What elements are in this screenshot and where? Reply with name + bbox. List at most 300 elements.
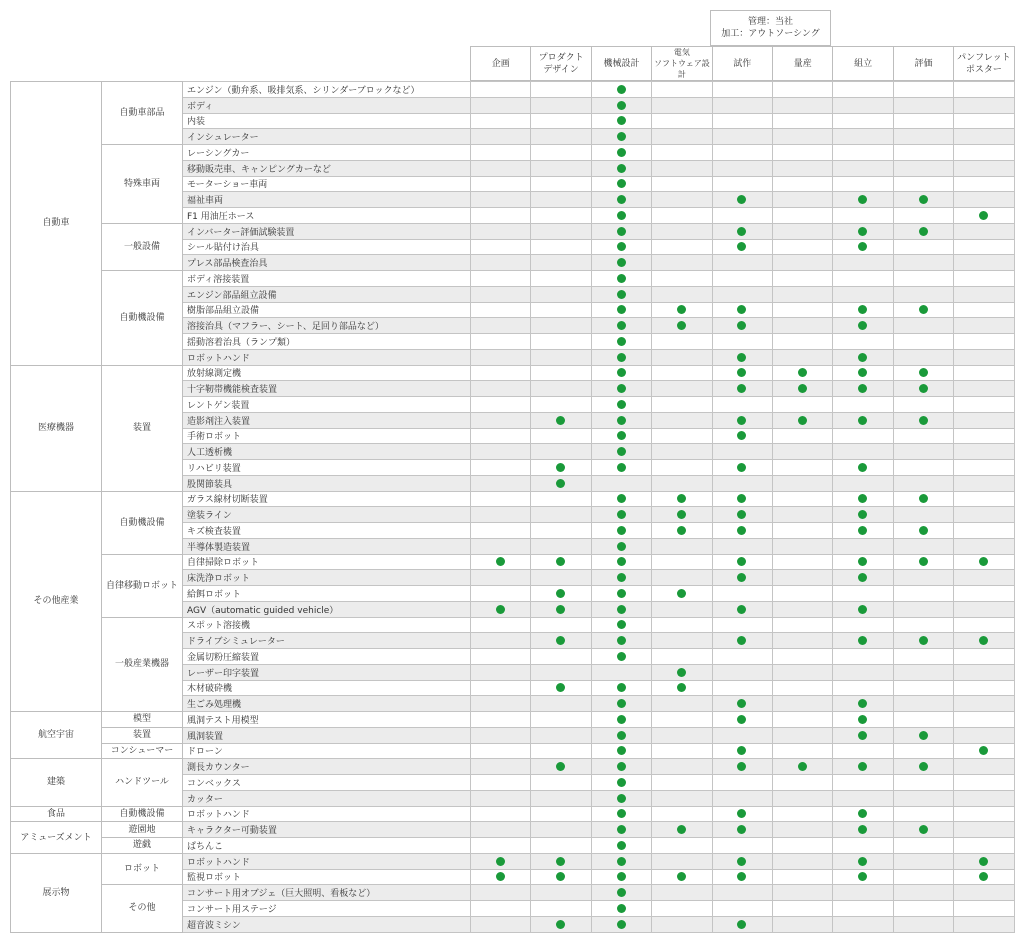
matrix-cell: [893, 853, 954, 870]
matrix-cell: [530, 727, 591, 744]
matrix-cell: [470, 223, 531, 240]
matrix-cell: [712, 617, 773, 634]
matrix-cell: [712, 176, 773, 193]
matrix-cell: [772, 853, 833, 870]
item-name: 溶接治具（マフラー、シート、足回り部品など）: [182, 317, 471, 334]
item-name: 生ごみ処理機: [182, 695, 471, 712]
matrix-cell: [470, 81, 531, 98]
item-name: ボディ: [182, 97, 471, 114]
matrix-cell: [651, 632, 712, 649]
matrix-cell: [832, 160, 893, 177]
matrix-cell: [893, 617, 954, 634]
matrix-cell: [893, 664, 954, 681]
matrix-cell: [651, 853, 712, 870]
matrix-cell: [651, 884, 712, 901]
matrix-cell: [470, 365, 531, 382]
matrix-cell: [953, 821, 1014, 838]
check-dot-icon: [858, 715, 867, 724]
matrix-cell: [530, 239, 591, 256]
matrix-cell: [712, 475, 773, 492]
matrix-cell: [953, 711, 1014, 728]
item-name: シール貼付け治具: [182, 239, 471, 256]
matrix-cell: [651, 617, 712, 634]
matrix-cell: [893, 475, 954, 492]
matrix-cell: [953, 223, 1014, 240]
check-dot-icon: [617, 557, 626, 566]
matrix-cell: [651, 286, 712, 303]
matrix-cell: [772, 569, 833, 586]
matrix-cell: [772, 664, 833, 681]
item-name: エンジン部品組立設備: [182, 286, 471, 303]
matrix-cell: [712, 270, 773, 287]
check-dot-icon: [496, 605, 505, 614]
check-dot-icon: [617, 809, 626, 818]
subcategory-label: 自動機設備: [101, 491, 183, 555]
matrix-cell: [953, 365, 1014, 382]
matrix-cell: [772, 554, 833, 571]
item-name: ロボットハンド: [182, 806, 471, 823]
check-dot-icon: [617, 400, 626, 409]
matrix-cell: [772, 648, 833, 665]
matrix-cell: [772, 538, 833, 555]
check-dot-icon: [677, 526, 686, 535]
check-dot-icon: [617, 904, 626, 913]
item-name: 監視ロボット: [182, 869, 471, 886]
matrix-cell: [470, 900, 531, 917]
check-dot-icon: [919, 731, 928, 740]
item-name: 床洗浄ロボット: [182, 569, 471, 586]
column-header: 企画: [470, 46, 531, 81]
item-name: キャラクター可動装置: [182, 821, 471, 838]
matrix-cell: [893, 207, 954, 224]
matrix-cell: [772, 774, 833, 791]
item-name: F1 用油圧ホース: [182, 207, 471, 224]
matrix-cell: [953, 806, 1014, 823]
subcategory-label: 装置: [101, 727, 183, 744]
matrix-cell: [651, 648, 712, 665]
check-dot-icon: [617, 164, 626, 173]
check-dot-icon: [617, 116, 626, 125]
matrix-cell: [470, 254, 531, 271]
check-dot-icon: [919, 825, 928, 834]
check-dot-icon: [737, 416, 746, 425]
matrix-cell: [772, 475, 833, 492]
matrix-cell: [712, 648, 773, 665]
matrix-cell: [772, 506, 833, 523]
check-dot-icon: [677, 510, 686, 519]
matrix-cell: [470, 585, 531, 602]
matrix-cell: [470, 774, 531, 791]
subcategory-label: 遊園地: [101, 821, 183, 838]
matrix-cell: [470, 302, 531, 319]
subcategory-label: 特殊車両: [101, 144, 183, 224]
matrix-cell: [953, 585, 1014, 602]
matrix-cell: [953, 664, 1014, 681]
matrix-cell: [832, 254, 893, 271]
check-dot-icon: [556, 416, 565, 425]
matrix-cell: [651, 380, 712, 397]
matrix-cell: [470, 664, 531, 681]
matrix-cell: [772, 270, 833, 287]
matrix-cell: [893, 160, 954, 177]
matrix-cell: [530, 365, 591, 382]
subcategory-label: ロボット: [101, 853, 183, 886]
item-name: 手術ロボット: [182, 428, 471, 445]
matrix-cell: [530, 160, 591, 177]
subcategory-label: 自動機設備: [101, 806, 183, 823]
matrix-cell: [772, 680, 833, 697]
matrix-cell: [832, 396, 893, 413]
matrix-cell: [651, 412, 712, 429]
matrix-cell: [953, 349, 1014, 366]
item-name: ボディ溶接装置: [182, 270, 471, 287]
matrix-cell: [470, 333, 531, 350]
matrix-cell: [712, 333, 773, 350]
matrix-cell: [651, 790, 712, 807]
check-dot-icon: [617, 573, 626, 582]
matrix-cell: [953, 506, 1014, 523]
matrix-cell: [530, 176, 591, 193]
matrix-cell: [832, 443, 893, 460]
matrix-cell: [470, 428, 531, 445]
matrix-cell: [530, 821, 591, 838]
matrix-cell: [591, 475, 652, 492]
check-dot-icon: [617, 683, 626, 692]
column-header: プロダクト デザイン: [530, 46, 591, 81]
matrix-cell: [832, 916, 893, 933]
matrix-cell: [651, 254, 712, 271]
matrix-cell: [651, 727, 712, 744]
management-note-line1: 管理：当社: [747, 17, 793, 27]
subcategory-label: コンシューマー: [101, 743, 183, 760]
matrix-cell: [470, 680, 531, 697]
matrix-cell: [953, 916, 1014, 933]
matrix-cell: [953, 97, 1014, 114]
matrix-cell: [712, 144, 773, 161]
matrix-cell: [832, 617, 893, 634]
matrix-cell: [651, 207, 712, 224]
item-name: 造影剤注入装置: [182, 412, 471, 429]
check-dot-icon: [617, 794, 626, 803]
item-name: 内装: [182, 113, 471, 130]
item-name: 股関節装具: [182, 475, 471, 492]
check-dot-icon: [617, 857, 626, 866]
matrix-cell: [712, 443, 773, 460]
check-dot-icon: [617, 290, 626, 299]
check-dot-icon: [737, 920, 746, 929]
matrix-cell: [530, 349, 591, 366]
column-header: 組立: [832, 46, 893, 81]
check-dot-icon: [858, 463, 867, 472]
matrix-cell: [953, 837, 1014, 854]
check-dot-icon: [617, 101, 626, 110]
check-dot-icon: [617, 368, 626, 377]
matrix-cell: [530, 97, 591, 114]
matrix-cell: [772, 806, 833, 823]
matrix-cell: [651, 113, 712, 130]
matrix-cell: [893, 97, 954, 114]
matrix-cell: [530, 380, 591, 397]
matrix-cell: [651, 144, 712, 161]
matrix-cell: [772, 727, 833, 744]
check-dot-icon: [617, 841, 626, 850]
matrix-cell: [832, 774, 893, 791]
matrix-cell: [530, 317, 591, 334]
matrix-cell: [893, 648, 954, 665]
matrix-cell: [470, 270, 531, 287]
check-dot-icon: [617, 242, 626, 251]
subcategory-label: 模型: [101, 711, 183, 728]
check-dot-icon: [617, 494, 626, 503]
matrix-cell: [832, 884, 893, 901]
matrix-cell: [772, 81, 833, 98]
matrix-cell: [772, 695, 833, 712]
matrix-cell: [651, 743, 712, 760]
matrix-cell: [832, 475, 893, 492]
matrix-cell: [953, 144, 1014, 161]
matrix-cell: [470, 144, 531, 161]
matrix-cell: [470, 837, 531, 854]
check-dot-icon: [617, 416, 626, 425]
matrix-cell: [953, 695, 1014, 712]
matrix-cell: [893, 790, 954, 807]
matrix-cell: [893, 317, 954, 334]
matrix-cell: [651, 239, 712, 256]
matrix-cell: [470, 396, 531, 413]
subcategory-label: 一般設備: [101, 223, 183, 271]
check-dot-icon: [617, 258, 626, 267]
matrix-cell: [772, 207, 833, 224]
check-dot-icon: [617, 195, 626, 204]
check-dot-icon: [737, 353, 746, 362]
item-name: 風洞装置: [182, 727, 471, 744]
matrix-cell: [953, 396, 1014, 413]
check-dot-icon: [556, 920, 565, 929]
matrix-cell: [651, 900, 712, 917]
check-dot-icon: [617, 778, 626, 787]
matrix-cell: [651, 695, 712, 712]
item-name: 測長カウンター: [182, 758, 471, 775]
matrix-cell: [772, 286, 833, 303]
item-name: 木材破砕機: [182, 680, 471, 697]
matrix-cell: [893, 459, 954, 476]
item-name: 放射線測定機: [182, 365, 471, 382]
matrix-cell: [712, 538, 773, 555]
check-dot-icon: [556, 605, 565, 614]
matrix-cell: [530, 664, 591, 681]
matrix-cell: [893, 601, 954, 618]
matrix-cell: [953, 727, 1014, 744]
matrix-cell: [953, 254, 1014, 271]
matrix-cell: [772, 790, 833, 807]
matrix-cell: [530, 617, 591, 634]
matrix-cell: [772, 333, 833, 350]
matrix-cell: [651, 758, 712, 775]
subcategory-label: 自律移動ロボット: [101, 554, 183, 618]
matrix-cell: [530, 743, 591, 760]
matrix-cell: [832, 585, 893, 602]
matrix-cell: [712, 900, 773, 917]
item-name: 風洞テスト用模型: [182, 711, 471, 728]
matrix-cell: [893, 396, 954, 413]
matrix-cell: [470, 176, 531, 193]
matrix-cell: [530, 695, 591, 712]
matrix-cell: [953, 333, 1014, 350]
matrix-cell: [772, 585, 833, 602]
check-dot-icon: [617, 636, 626, 645]
matrix-cell: [470, 113, 531, 130]
matrix-cell: [953, 680, 1014, 697]
matrix-cell: [712, 585, 773, 602]
matrix-cell: [712, 837, 773, 854]
matrix-cell: [470, 349, 531, 366]
matrix-cell: [772, 900, 833, 917]
subcategory-label: 一般産業機器: [101, 617, 183, 713]
matrix-cell: [530, 81, 591, 98]
matrix-cell: [772, 239, 833, 256]
category-label: その他産業: [10, 491, 102, 713]
check-dot-icon: [919, 227, 928, 236]
matrix-cell: [832, 680, 893, 697]
matrix-cell: [591, 664, 652, 681]
matrix-cell: [470, 506, 531, 523]
matrix-cell: [470, 632, 531, 649]
matrix-cell: [651, 837, 712, 854]
matrix-cell: [772, 160, 833, 177]
matrix-cell: [953, 617, 1014, 634]
matrix-cell: [651, 601, 712, 618]
matrix-cell: [772, 144, 833, 161]
matrix-cell: [712, 664, 773, 681]
check-dot-icon: [556, 857, 565, 866]
matrix-cell: [953, 522, 1014, 539]
matrix-cell: [651, 443, 712, 460]
matrix-cell: [893, 270, 954, 287]
matrix-cell: [772, 711, 833, 728]
matrix-cell: [772, 302, 833, 319]
item-name: 人工透析機: [182, 443, 471, 460]
item-name: コンサート用オブジェ（巨大照明、看板など）: [182, 884, 471, 901]
check-dot-icon: [617, 920, 626, 929]
check-dot-icon: [617, 85, 626, 94]
check-dot-icon: [617, 384, 626, 393]
matrix-cell: [470, 884, 531, 901]
matrix-cell: [712, 286, 773, 303]
matrix-cell: [530, 522, 591, 539]
item-name: スポット溶接機: [182, 617, 471, 634]
matrix-cell: [530, 191, 591, 208]
category-label: 医療機器: [10, 365, 102, 492]
check-dot-icon: [919, 195, 928, 204]
matrix-cell: [832, 144, 893, 161]
subcategory-label: 装置: [101, 365, 183, 492]
matrix-cell: [832, 113, 893, 130]
matrix-cell: [470, 317, 531, 334]
matrix-cell: [470, 743, 531, 760]
check-dot-icon: [677, 321, 686, 330]
matrix-cell: [470, 727, 531, 744]
check-dot-icon: [798, 416, 807, 425]
check-dot-icon: [919, 636, 928, 645]
check-dot-icon: [919, 305, 928, 314]
check-dot-icon: [617, 463, 626, 472]
subcategory-label: ハンドツール: [101, 758, 183, 806]
check-dot-icon: [617, 652, 626, 661]
item-name: コンサート用ステージ: [182, 900, 471, 917]
matrix-cell: [832, 97, 893, 114]
matrix-cell: [712, 774, 773, 791]
matrix-cell: [530, 254, 591, 271]
check-dot-icon: [677, 589, 686, 598]
check-dot-icon: [617, 274, 626, 283]
matrix-cell: [772, 396, 833, 413]
matrix-cell: [953, 302, 1014, 319]
matrix-cell: [530, 443, 591, 460]
matrix-cell: [470, 538, 531, 555]
subcategory-label: 遊戯: [101, 837, 183, 854]
matrix-cell: [953, 884, 1014, 901]
matrix-cell: [712, 113, 773, 130]
matrix-cell: [772, 223, 833, 240]
management-note: [710, 10, 831, 46]
matrix-cell: [712, 727, 773, 744]
item-name: 半導体製造装置: [182, 538, 471, 555]
matrix-cell: [953, 286, 1014, 303]
check-dot-icon: [979, 211, 988, 220]
matrix-cell: [893, 585, 954, 602]
category-label: 自動車: [10, 81, 102, 366]
check-dot-icon: [737, 227, 746, 236]
matrix-cell: [712, 207, 773, 224]
matrix-cell: [712, 254, 773, 271]
item-name: 超音波ミシン: [182, 916, 471, 933]
matrix-cell: [772, 97, 833, 114]
matrix-cell: [953, 270, 1014, 287]
item-name: コンベックス: [182, 774, 471, 791]
matrix-cell: [530, 113, 591, 130]
matrix-cell: [651, 916, 712, 933]
matrix-cell: [530, 648, 591, 665]
matrix-cell: [893, 113, 954, 130]
matrix-cell: [832, 900, 893, 917]
check-dot-icon: [858, 731, 867, 740]
category-label: 食品: [10, 806, 102, 823]
matrix-cell: [470, 617, 531, 634]
matrix-cell: [772, 443, 833, 460]
matrix-cell: [772, 884, 833, 901]
matrix-cell: [953, 317, 1014, 334]
item-name: エンジン（動弁系、吸排気系、シリンダーブロックなど）: [182, 81, 471, 98]
matrix-cell: [470, 648, 531, 665]
item-name: ドローン: [182, 743, 471, 760]
item-name: ロボットハンド: [182, 349, 471, 366]
matrix-cell: [712, 396, 773, 413]
check-dot-icon: [617, 762, 626, 771]
matrix-cell: [772, 632, 833, 649]
check-dot-icon: [617, 542, 626, 551]
matrix-cell: [953, 569, 1014, 586]
matrix-cell: [893, 884, 954, 901]
matrix-cell: [530, 428, 591, 445]
matrix-cell: [953, 176, 1014, 193]
matrix-cell: [470, 207, 531, 224]
matrix-cell: [893, 869, 954, 886]
matrix-cell: [893, 680, 954, 697]
matrix-cell: [893, 349, 954, 366]
matrix-cell: [530, 286, 591, 303]
matrix-cell: [530, 790, 591, 807]
matrix-cell: [712, 160, 773, 177]
